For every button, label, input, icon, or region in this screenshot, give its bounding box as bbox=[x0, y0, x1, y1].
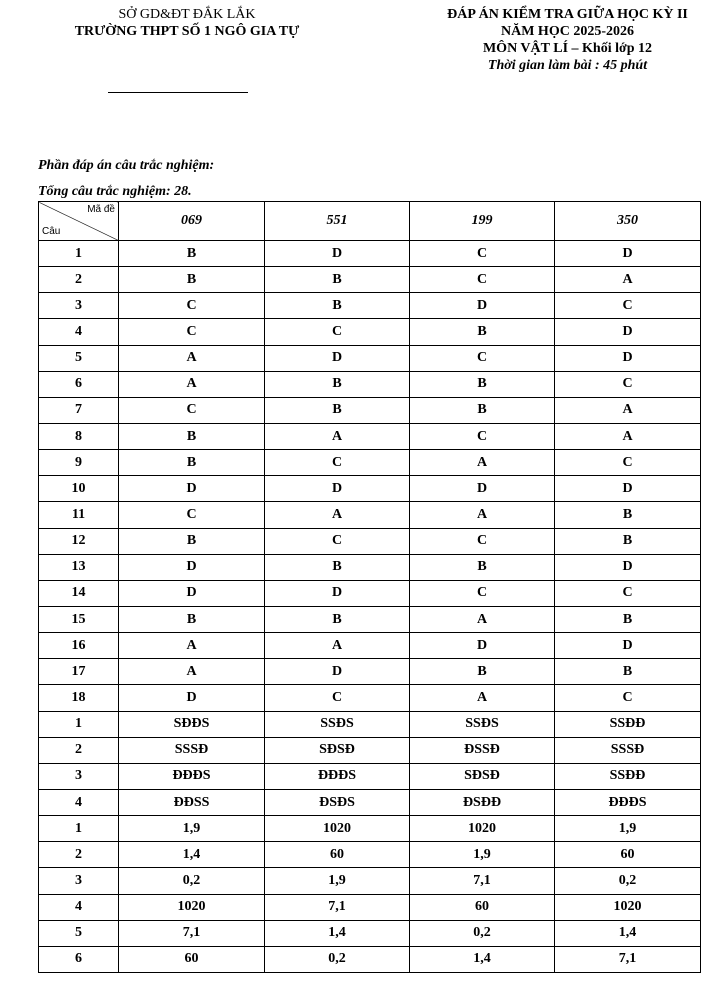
answer-069: 7,1 bbox=[119, 920, 265, 946]
question-number: 1 bbox=[39, 241, 119, 267]
answer-551: SĐSĐ bbox=[265, 737, 410, 763]
corner-cell bbox=[39, 202, 119, 241]
answer-551: SSĐS bbox=[265, 711, 410, 737]
answer-069: B bbox=[119, 267, 265, 293]
answer-199: SĐSĐ bbox=[410, 763, 555, 789]
answer-350: D bbox=[555, 554, 701, 580]
answer-350: D bbox=[555, 476, 701, 502]
section-title: Phần đáp án câu trắc nghiệm: bbox=[38, 158, 215, 173]
question-number: 2 bbox=[39, 842, 119, 868]
answer-069: A bbox=[119, 659, 265, 685]
answer-551: D bbox=[265, 476, 410, 502]
question-number: 4 bbox=[39, 894, 119, 920]
section-total: Tổng câu trắc nghiệm: 28. bbox=[38, 184, 192, 199]
table-header-row bbox=[39, 202, 701, 241]
answer-551: D bbox=[265, 345, 410, 371]
table-row bbox=[39, 554, 701, 580]
answer-551: 1,4 bbox=[265, 920, 410, 946]
answer-199: B bbox=[410, 397, 555, 423]
question-number: 15 bbox=[39, 606, 119, 632]
answer-350: 1,4 bbox=[555, 920, 701, 946]
answer-199: 1,9 bbox=[410, 842, 555, 868]
answer-350: C bbox=[555, 580, 701, 606]
answer-069: B bbox=[119, 450, 265, 476]
answer-350: A bbox=[555, 423, 701, 449]
school-year: NĂM HỌC 2025-2026 bbox=[501, 24, 634, 39]
answer-350: B bbox=[555, 659, 701, 685]
answer-551: B bbox=[265, 371, 410, 397]
question-number: 3 bbox=[39, 868, 119, 894]
answer-199: B bbox=[410, 371, 555, 397]
answer-199: D bbox=[410, 293, 555, 319]
answer-table bbox=[38, 201, 701, 973]
question-number: 4 bbox=[39, 789, 119, 815]
question-number: 6 bbox=[39, 371, 119, 397]
answer-551: C bbox=[265, 319, 410, 345]
answer-350: D bbox=[555, 633, 701, 659]
answer-069: 60 bbox=[119, 946, 265, 972]
answer-350: SSSĐ bbox=[555, 737, 701, 763]
answer-199: B bbox=[410, 319, 555, 345]
answer-069: 0,2 bbox=[119, 868, 265, 894]
answer-069: D bbox=[119, 476, 265, 502]
answer-069: SSSĐ bbox=[119, 737, 265, 763]
answer-551: A bbox=[265, 633, 410, 659]
answer-069: B bbox=[119, 423, 265, 449]
answer-069: A bbox=[119, 633, 265, 659]
table-row bbox=[39, 528, 701, 554]
table-row bbox=[39, 633, 701, 659]
department-name: SỞ GD&ĐT ĐẮK LẮK bbox=[118, 7, 256, 22]
answer-551: C bbox=[265, 685, 410, 711]
table-row bbox=[39, 319, 701, 345]
answer-199: A bbox=[410, 450, 555, 476]
table-row bbox=[39, 946, 701, 972]
answer-551: A bbox=[265, 502, 410, 528]
table-row bbox=[39, 789, 701, 815]
answer-551: B bbox=[265, 293, 410, 319]
answer-350: C bbox=[555, 371, 701, 397]
answer-350: B bbox=[555, 606, 701, 632]
answer-551: A bbox=[265, 423, 410, 449]
answer-551: D bbox=[265, 659, 410, 685]
answer-350: B bbox=[555, 528, 701, 554]
question-number: 9 bbox=[39, 450, 119, 476]
answer-069: 1,4 bbox=[119, 842, 265, 868]
table-row bbox=[39, 685, 701, 711]
question-number: 2 bbox=[39, 267, 119, 293]
answer-199: C bbox=[410, 423, 555, 449]
answer-551: D bbox=[265, 580, 410, 606]
answer-069: B bbox=[119, 528, 265, 554]
answer-199: C bbox=[410, 528, 555, 554]
answer-350: 60 bbox=[555, 842, 701, 868]
answer-350: D bbox=[555, 345, 701, 371]
question-number: 8 bbox=[39, 423, 119, 449]
answer-199: A bbox=[410, 606, 555, 632]
question-number: 6 bbox=[39, 946, 119, 972]
table-row bbox=[39, 450, 701, 476]
header-right bbox=[400, 6, 724, 74]
answer-350: D bbox=[555, 319, 701, 345]
school-name: TRƯỜNG THPT SỐ 1 NGÔ GIA TỰ bbox=[74, 24, 300, 39]
question-number: 17 bbox=[39, 659, 119, 685]
answer-199: C bbox=[410, 267, 555, 293]
answer-069: A bbox=[119, 371, 265, 397]
answer-199: 7,1 bbox=[410, 868, 555, 894]
answer-551: 1,9 bbox=[265, 868, 410, 894]
answer-551: 1020 bbox=[265, 816, 410, 842]
corner-code-label: Mã đề bbox=[87, 204, 115, 215]
table-row bbox=[39, 659, 701, 685]
answer-199: 1,4 bbox=[410, 946, 555, 972]
code-header-350: 350 bbox=[555, 202, 701, 241]
answer-350: C bbox=[555, 293, 701, 319]
answer-069: C bbox=[119, 397, 265, 423]
question-number: 14 bbox=[39, 580, 119, 606]
answer-551: C bbox=[265, 450, 410, 476]
answer-069: A bbox=[119, 345, 265, 371]
table-row bbox=[39, 580, 701, 606]
table-row bbox=[39, 816, 701, 842]
answer-551: B bbox=[265, 397, 410, 423]
question-number: 5 bbox=[39, 920, 119, 946]
answer-199: C bbox=[410, 345, 555, 371]
exam-title: ĐÁP ÁN KIỂM TRA GIỮA HỌC KỲ II bbox=[447, 7, 688, 22]
answer-551: D bbox=[265, 241, 410, 267]
table-row bbox=[39, 241, 701, 267]
question-number: 3 bbox=[39, 763, 119, 789]
code-header-069: 069 bbox=[119, 202, 265, 241]
table-row bbox=[39, 711, 701, 737]
exam-duration: Thời gian làm bài : 45 phút bbox=[487, 58, 648, 73]
question-number: 1 bbox=[39, 816, 119, 842]
answer-199: 1020 bbox=[410, 816, 555, 842]
answer-199: D bbox=[410, 476, 555, 502]
answer-350: B bbox=[555, 502, 701, 528]
answer-069: ĐĐĐS bbox=[119, 763, 265, 789]
answer-069: ĐĐSS bbox=[119, 789, 265, 815]
answer-199: C bbox=[410, 241, 555, 267]
table-row bbox=[39, 502, 701, 528]
answer-350: ĐĐĐS bbox=[555, 789, 701, 815]
answer-069: D bbox=[119, 580, 265, 606]
table-row bbox=[39, 397, 701, 423]
answer-551: 60 bbox=[265, 842, 410, 868]
table-row bbox=[39, 842, 701, 868]
answer-069: 1020 bbox=[119, 894, 265, 920]
answer-069: B bbox=[119, 606, 265, 632]
answer-551: 7,1 bbox=[265, 894, 410, 920]
table-row bbox=[39, 737, 701, 763]
code-header-199: 199 bbox=[410, 202, 555, 241]
answer-069: D bbox=[119, 554, 265, 580]
table-row bbox=[39, 606, 701, 632]
answer-350: C bbox=[555, 450, 701, 476]
answer-551: ĐĐĐS bbox=[265, 763, 410, 789]
code-header-551: 551 bbox=[265, 202, 410, 241]
subject-grade: MÔN VẬT LÍ – Khối lớp 12 bbox=[482, 41, 653, 56]
answer-069: 1,9 bbox=[119, 816, 265, 842]
answer-199: D bbox=[410, 633, 555, 659]
header-left bbox=[22, 6, 352, 40]
answer-069: SĐĐS bbox=[119, 711, 265, 737]
table-row bbox=[39, 763, 701, 789]
question-number: 16 bbox=[39, 633, 119, 659]
answer-199: B bbox=[410, 554, 555, 580]
answer-350: 1020 bbox=[555, 894, 701, 920]
table-row bbox=[39, 920, 701, 946]
question-number: 12 bbox=[39, 528, 119, 554]
answer-551: 0,2 bbox=[265, 946, 410, 972]
question-number: 3 bbox=[39, 293, 119, 319]
answer-199: 60 bbox=[410, 894, 555, 920]
table-row bbox=[39, 894, 701, 920]
answer-199: A bbox=[410, 685, 555, 711]
answer-551: B bbox=[265, 267, 410, 293]
answer-350: C bbox=[555, 685, 701, 711]
answer-069: D bbox=[119, 685, 265, 711]
table-row bbox=[39, 371, 701, 397]
answer-199: 0,2 bbox=[410, 920, 555, 946]
question-number: 18 bbox=[39, 685, 119, 711]
table-row bbox=[39, 293, 701, 319]
table-row bbox=[39, 476, 701, 502]
question-number: 7 bbox=[39, 397, 119, 423]
question-number: 13 bbox=[39, 554, 119, 580]
answer-551: B bbox=[265, 554, 410, 580]
answer-199: ĐSĐĐ bbox=[410, 789, 555, 815]
answer-069: C bbox=[119, 293, 265, 319]
header-underline bbox=[108, 92, 248, 93]
question-number: 4 bbox=[39, 319, 119, 345]
answer-350: SSĐĐ bbox=[555, 763, 701, 789]
answer-199: ĐSSĐ bbox=[410, 737, 555, 763]
question-number: 5 bbox=[39, 345, 119, 371]
answer-069: C bbox=[119, 502, 265, 528]
answer-350: 0,2 bbox=[555, 868, 701, 894]
answer-199: SSĐS bbox=[410, 711, 555, 737]
answer-350: 7,1 bbox=[555, 946, 701, 972]
answer-069: B bbox=[119, 241, 265, 267]
answer-551: C bbox=[265, 528, 410, 554]
question-number: 10 bbox=[39, 476, 119, 502]
question-number: 2 bbox=[39, 737, 119, 763]
answer-350: 1,9 bbox=[555, 816, 701, 842]
table-row bbox=[39, 868, 701, 894]
answer-350: A bbox=[555, 397, 701, 423]
answer-350: D bbox=[555, 241, 701, 267]
answer-199: B bbox=[410, 659, 555, 685]
answer-069: C bbox=[119, 319, 265, 345]
answer-table-body bbox=[39, 241, 701, 973]
answer-350: SSĐĐ bbox=[555, 711, 701, 737]
table-row bbox=[39, 267, 701, 293]
table-row bbox=[39, 345, 701, 371]
answer-350: A bbox=[555, 267, 701, 293]
question-number: 1 bbox=[39, 711, 119, 737]
answer-199: A bbox=[410, 502, 555, 528]
answer-551: B bbox=[265, 606, 410, 632]
answer-551: ĐSĐS bbox=[265, 789, 410, 815]
question-number: 11 bbox=[39, 502, 119, 528]
corner-question-label: Câu bbox=[42, 226, 61, 237]
table-row bbox=[39, 423, 701, 449]
answer-199: C bbox=[410, 580, 555, 606]
